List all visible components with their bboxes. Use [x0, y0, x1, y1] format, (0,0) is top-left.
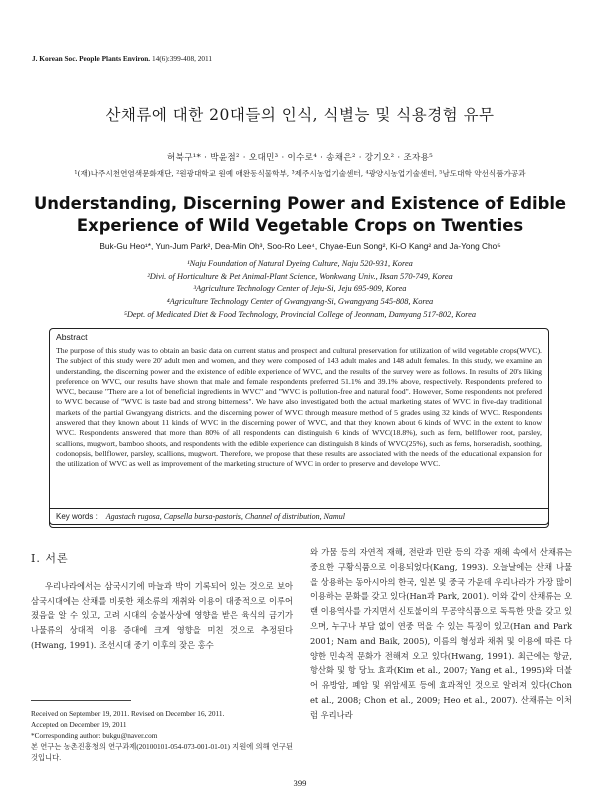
journal-name: J. Korean Soc. People Plants Environ. — [32, 54, 151, 63]
section-heading: Ⅰ. 서론 — [31, 552, 69, 565]
intro-paragraph-right: 와 가뭄 등의 자연적 재해, 전란과 민란 등의 각종 재해 속에서 산채류는 중요한 구황식품으로 이용되었다(Kang, 1993). 오늘날에는 산채 나물을 상용하는 동아시아의 한국, 일본 및 중국 가운데 우리나라가 가장 많이 이용하는 문화를 갖고 있다(Han과 Park, 2001). 이와 같이 산채류는 오랜 이용역사를 가지면서 신토불이의 무공약식품으로 독특한 맛을 갖고 있으며, 누구나 부담 없이 연중 먹을 수 있는 특징이 있고(Han and Park 2001; Nam and Baik, 2005), 이름의 형성과 채취 및 이용에 따른 다양한 민속적 문화가 전해져 오고 있다(Hwang, 1991). 최근에는 항균, 항산화 및 항 당뇨 효과(Kim et al., 2007; Yang et al., 1995)와 더불어 유방암, 폐암 및 위암세포 등에 효과적인 것으로 알려져 있다(Chon et al., 2008; Chon et al., 2009; Heo et al., 2007). 산채류는 이처럼 우리나라 — [310, 547, 572, 720]
left-column — [31, 545, 293, 653]
affiliation-2: ²Divi. of Horticulture & Pet Animal-Plant Science, Wonkwang Univ., Iksan 570-749, Korea — [147, 271, 453, 281]
english-affiliations — [0, 258, 600, 322]
affiliation-5: ⁵Dept. of Medicated Diet & Food Technology, Provincial College of Jeonnam, Damyang 517-802, Korea — [123, 309, 477, 319]
footnote-rule — [31, 700, 131, 701]
korean-authors: 허북구¹* · 박윤점² · 오대민³ · 이수로⁴ · 송채은² · 강기오² · 조자용⁵ — [166, 153, 434, 163]
affiliation-4: ⁴Agriculture Technology Center of Gwangyang-Si, Gwangyang 545-808, Korea — [166, 297, 434, 307]
intro-paragraph-left: 우리나라에서는 삼국시기에 마늘과 박이 기록되어 있는 것으로 보아 삼국시대에는 산채를 비롯한 채소류의 재취와 이용이 대중적으로 이루어 졌음을 알 수 있고, 고려 시대의 숭불사상에 영향을 받은 육식의 금기가 나물류의 상대적 이용 증대에 크게 영향을 미친 것으로 추정된다(Hwang, 1991). 조선시대 중기 이후의 잦은 홍수 — [31, 580, 293, 650]
keywords-values: Agastach rugosa, Capsella bursa-pastoris, Channel of distribution, Namul — [105, 512, 345, 521]
page-number: 399 — [293, 778, 307, 788]
abstract-box — [49, 328, 549, 525]
received-date: Received on September 19, 2011. Revised on December 16, 2011. — [31, 709, 225, 718]
grant-note: 본 연구는 농촌진흥청의 연구과제(20100101-054-073-001-01-01) 지원에 의해 연구된 것입니다. — [31, 742, 293, 763]
english-title-line-2: Experience of Wild Vegetable Crops on Twenties — [76, 216, 524, 235]
english-title — [0, 193, 600, 237]
affiliation-1: ¹Naju Foundation of Natural Dyeing Culture, Naju 520-931, Korea — [187, 259, 413, 268]
accepted-date: Accepted on December 19, 2011 — [31, 720, 127, 730]
korean-title: 산채류에 대한 20대들의 인식, 식별능 및 식용경험 유무 — [105, 106, 495, 124]
affiliation-3: ³Agriculture Technology Center of Jeju-Si, Jeju 695-909, Korea — [193, 284, 407, 294]
english-title-line-1: Understanding, Discerning Power and Existence of Edible — [33, 194, 567, 213]
abstract-heading: Abstract — [56, 332, 88, 342]
abstract-body: The purpose of this study was to obtain an basic data on current status and prospect and cultural preservation for utilization of wild vegetable crops(WVC). The subject of this study were 20' adult men and women, and they were composed of 143 adult males and 148 adult females. In this study, we examine an understanding, the discerning power and the existence of edible experience of WVC, and the results of the survey were as follows. In results of 20's liking preference on WVC, our results have shown that male and female respondents preferred 51.1% and 39.1% above, respectively. Respondents prefered to WVC, because "There are a lot of beneficial ingredients in WVC" and "WVC is pollution-free and natural food". However, Some respondents not prefered to WVC because of "WVC is taste bad and strong bitterness". We have also investigated both the actual marketing states of WVC in five-day traditional markets of the partial Gwangyang districts. and the discerning power of WVC through measure method of 5 grades using 32 kinds of WVC. Respondents answered that they known about 11 kinds of WVC in the discerning power of WVC, and that they known about 6 kinds of WVC in the extent to know WVC. Respondents answered that more than 80% of all respondents can distinguish 6 kinds of WVC(18.8%), such as fern, bellflower root, parsley, scallions, mugwort, bamboo shoots, and respondents with the edible experience can distinguish 8 kinds of WVC(25%), such as ferns, horseradish, soothing, codonopsis, bellflower, parsley, scallions, mugwort. Therefore, we propose that these results are associated with the needs of the educational expansion for the utilization of WVC as well as improvement of the marketing structure of WVC in order to preserve and develope WVC. — [56, 346, 542, 469]
journal-volume: 14(6):399-408, 2011 — [151, 54, 213, 63]
keywords-box — [49, 508, 549, 528]
english-authors: Buk-Gu Heo¹*, Yun-Jum Park², Dea-Min Oh³, Soo-Ro Lee⁴, Chyae-Eun Song², Ki-O Kang² and Ja-Yong Cho⁵ — [99, 241, 501, 251]
keywords-label: Key words : — [56, 512, 98, 521]
journal-citation — [32, 54, 212, 63]
corresponding-author: *Corresponding author: bukgu@naver.com — [31, 731, 158, 741]
korean-affiliations: ¹(재)나주시천연염색문화재단, ²원광대학교 원예 애완동식물학부, ³제주시농업기술센터, ⁴광양시농업기술센터, ⁵남도대학 약선식품가공과 — [74, 169, 526, 178]
right-column — [310, 545, 572, 723]
footnotes — [31, 708, 293, 763]
